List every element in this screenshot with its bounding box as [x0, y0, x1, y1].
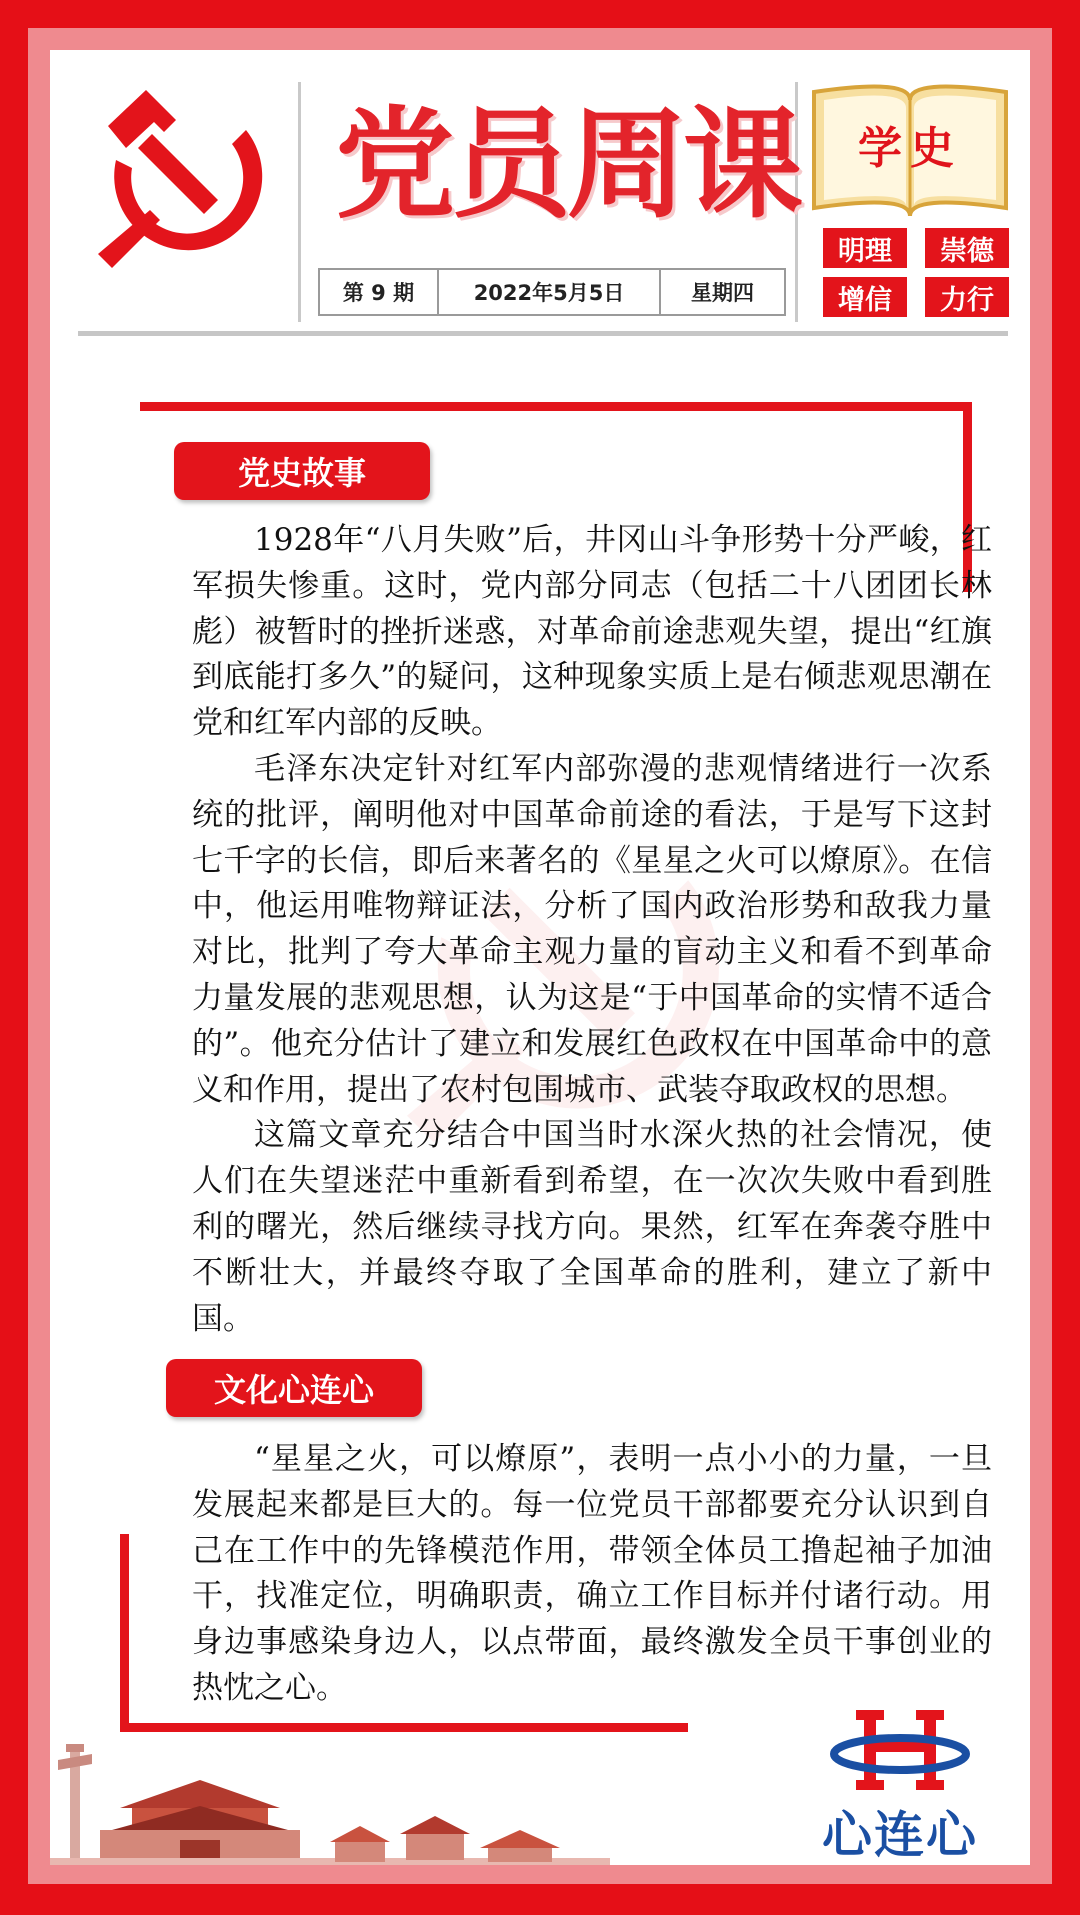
tag-lixing: 力行	[925, 277, 1009, 317]
section-body-culture	[192, 1437, 992, 1712]
tag-zengxin: 增信	[823, 277, 907, 317]
tiananmen-skyline-illustration	[50, 1730, 610, 1865]
tag-mingli: 明理	[823, 228, 907, 268]
paragraph: 1928年“八月失败”后，井冈山斗争形势十分严峻，红军损失惨重。这时，党内部分同志（包括二十八团团长林彪）被暂时的挫折迷惑，对革命前途悲观失望，提出“红旗到底能打多久”的疑问，这种现象实质上是右倾悲观思潮在党和红军内部的反映。	[192, 522, 992, 742]
issue-info-bar	[318, 268, 786, 316]
decor-line-top	[140, 402, 972, 411]
page-paper	[50, 50, 1030, 1865]
party-emblem-icon	[68, 72, 268, 272]
masthead-title: 党员周课	[335, 94, 799, 235]
paragraph: 这篇文章充分结合中国当时水深火热的社会情况，使人们在失望迷茫中重新看到希望，在一次次失败中看到胜利的曙光，然后继续寻找方向。果然，红军在奔袭夺胜中不断壮大，并最终夺取了全国革命的胜利，建立了新中国。	[192, 1117, 992, 1337]
section-title-culture: 文化心连心	[166, 1359, 422, 1417]
decor-line-left	[120, 1534, 129, 1732]
header-divider-left	[298, 82, 301, 322]
paragraph: “星星之火，可以燎原”，表明一点小小的力量，一旦发展起来都是巨大的。每一位党员干部都要充分认识到自己在工作中的先锋模范作用，带领全体员工撸起袖子加油干，找准定位，明确职责，确立工作目标并付诸行动。用身边事感染身边人，以点带面，最终激发全员干事创业的热忱之心。	[192, 1441, 992, 1706]
section-body-history	[192, 518, 992, 1342]
issue-weekday: 星期四	[691, 281, 755, 305]
book-label: 学史	[858, 123, 962, 174]
issue-number: 第 9 期	[320, 270, 439, 314]
issue-date: 2022年5月5日	[439, 270, 661, 314]
tag-chongde: 崇德	[925, 228, 1009, 268]
paragraph: 毛泽东决定针对红军内部弥漫的悲观情绪进行一次系统的批评，阐明他对中国革命前途的看法，于是写下这封七千字的长信，即后来著名的《星星之火可以燎原》。在信中，他运用唯物辩证法，分析了国内政治形势和敌我力量对比，批判了夸大革命主观力量的盲动主义和看不到革命力量发展的悲观思想，认为这是“于中国革命的实情不适合的”。他充分估计了建立和发展红色政权在中国革命中的意义和作用，提出了农村包围城市、武装夺取政权的思想。	[192, 750, 992, 1108]
header-rule	[78, 331, 1008, 336]
section-title-history: 党史故事	[174, 442, 430, 500]
logo-text: 心连心	[822, 1806, 978, 1864]
